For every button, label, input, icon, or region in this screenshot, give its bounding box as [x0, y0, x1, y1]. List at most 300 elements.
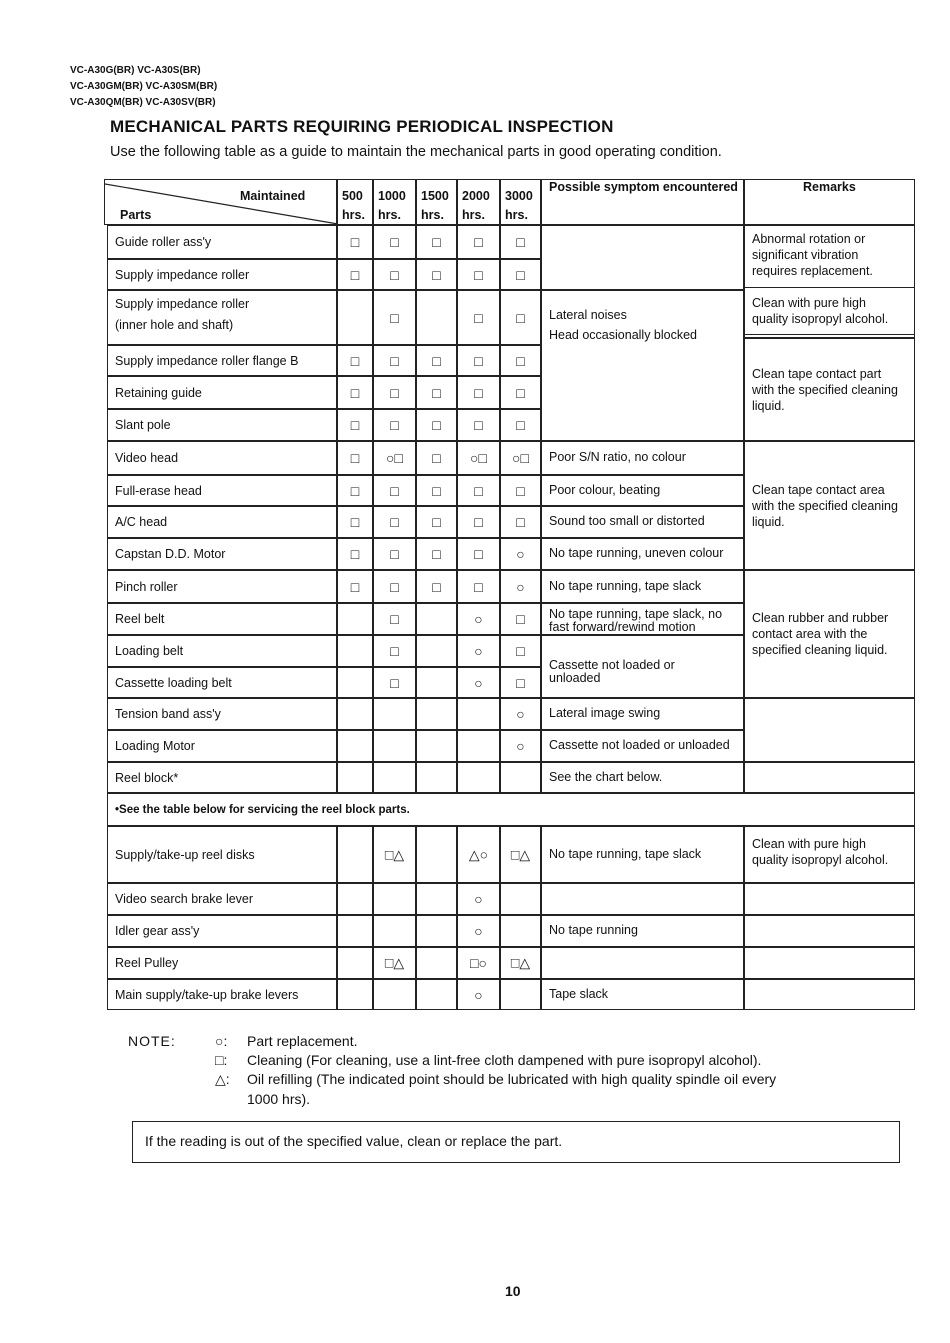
square-icon: □ [474, 309, 483, 326]
square-icon: □ [350, 578, 360, 595]
part-row [107, 915, 337, 947]
mark-icons: □△ [510, 846, 531, 862]
mark-cell [500, 915, 541, 947]
header-symptom-cell [541, 179, 744, 225]
mark-cell [500, 947, 541, 979]
part-row [107, 225, 337, 259]
mark-cell [416, 290, 457, 345]
square-icon: □ [516, 352, 525, 369]
mark-cell [416, 915, 457, 947]
mark-cell [500, 441, 541, 475]
cell-text: Supply impedance roller [115, 267, 250, 282]
mark-cell [373, 730, 416, 762]
square-icon: □ [350, 352, 360, 369]
header-maintained: Maintained [240, 189, 306, 203]
square-icon: □ [516, 266, 525, 283]
cell-text: significant vibration [752, 248, 859, 262]
remarks-cell [744, 947, 915, 979]
hours-unit: hrs. [462, 208, 485, 222]
symptom-cell [541, 570, 744, 603]
square-icon: □ [432, 514, 441, 530]
mark-cell [373, 409, 416, 441]
mark-cell [500, 570, 541, 603]
mark-cell [457, 259, 500, 290]
mark-cell [416, 883, 457, 915]
mark-cell [416, 762, 457, 793]
remarks-cell [744, 883, 915, 915]
mark-cell [416, 635, 457, 667]
mark-cell [373, 259, 416, 290]
cell-text: Full-erase head [115, 483, 202, 498]
cell-text: Lateral image swing [549, 706, 661, 720]
cell-text: No tape running [549, 923, 638, 937]
legend-replacement [215, 1033, 358, 1049]
mark-cell [373, 667, 416, 698]
mark-cell [373, 883, 416, 915]
mark-cell [500, 409, 541, 441]
legend-text: Cleaning (For cleaning, use a lint-free cloth dampened with pure isopropyl alcohol). [247, 1052, 762, 1068]
mark-cell [337, 225, 373, 259]
square-icon: □ [432, 417, 441, 433]
mark-icons: □△ [384, 954, 405, 971]
mark-icons: □△ [384, 846, 405, 862]
square-icon: □ [390, 578, 399, 595]
mark-cell [373, 345, 416, 376]
mark-cell [373, 826, 416, 883]
mark-icons: □○ [470, 955, 487, 971]
cell-text: See the chart below. [549, 769, 663, 784]
mark-cell [457, 538, 500, 570]
mark-cell [416, 441, 457, 475]
mark-cell [373, 538, 416, 570]
cell-text: Reel belt [115, 612, 165, 626]
mark-cell [500, 475, 541, 506]
hours-value: 3000 [505, 189, 533, 203]
cell-text: Poor S/N ratio, no colour [549, 450, 686, 464]
square-icon: □ [432, 234, 441, 250]
square-icon: □ [432, 450, 441, 466]
model-line: VC-A30GM(BR) VC-A30SM(BR) [70, 81, 218, 92]
remarks-cell [744, 570, 915, 698]
square-icon: □ [390, 643, 399, 659]
legend-oil-cont [215, 1091, 310, 1107]
cell-text: A/C head [115, 515, 168, 529]
mark-cell [500, 506, 541, 538]
cell-text: with the specified cleaning [752, 382, 898, 397]
mark-cell [457, 883, 500, 915]
part-row [107, 290, 337, 345]
part-row [107, 570, 337, 603]
square-icon: □ [350, 234, 360, 250]
mark-cell [500, 730, 541, 762]
mark-cell [457, 570, 500, 603]
mark-cell [416, 376, 457, 409]
cell-text: Loading Motor [115, 739, 195, 753]
mark-cell [337, 506, 373, 538]
mark-cell [373, 475, 416, 506]
mark-cell [457, 667, 500, 698]
mark-cell [373, 915, 416, 947]
mark-cell [373, 635, 416, 667]
mark-cell [373, 376, 416, 409]
square-icon: □ [390, 417, 399, 433]
hours-value: 2000 [462, 189, 490, 203]
square-icon: □ [432, 546, 441, 562]
mark-cell [373, 441, 416, 475]
remarks-cell [744, 698, 915, 762]
square-icon: □ [516, 611, 525, 627]
mark-cell [500, 883, 541, 915]
mark-cell [416, 259, 457, 290]
mark-cell [500, 979, 541, 1010]
cell-text: Reel Pulley [115, 956, 179, 970]
cell-text: Poor colour, beating [549, 482, 661, 497]
part-row [107, 762, 337, 793]
page-number: 10 [505, 1283, 521, 1299]
mark-cell [500, 225, 541, 259]
hours-unit: hrs. [378, 208, 401, 222]
part-row [107, 667, 337, 698]
mark-icons: ○□ [470, 450, 487, 466]
square-icon: □ [474, 417, 483, 433]
part-row [107, 826, 337, 883]
square-icon: □ [474, 266, 483, 283]
legend-cleaning [215, 1052, 761, 1068]
mark-cell [500, 698, 541, 730]
mark-cell [416, 979, 457, 1010]
hours-unit: hrs. [342, 208, 365, 222]
part-row [107, 538, 337, 570]
reel-note-row [107, 793, 915, 826]
symptom-cell [541, 730, 744, 762]
part-row [107, 259, 337, 290]
mark-cell [416, 538, 457, 570]
symptom-cell [541, 290, 744, 441]
square-icon: □ [432, 384, 441, 401]
mark-cell [337, 290, 373, 345]
square-icon: □ [474, 578, 483, 595]
circle-icon: ○ [516, 578, 525, 595]
mark-cell [457, 290, 500, 345]
square-icon: □: [215, 1052, 228, 1068]
square-icon: □ [432, 266, 441, 283]
cell-text: Lateral noises [549, 308, 627, 322]
cell-text: requires replacement. [752, 264, 873, 278]
mark-cell [373, 290, 416, 345]
mark-cell [337, 409, 373, 441]
cell-text: quality isopropyl alcohol. [752, 312, 889, 326]
cell-text: Supply/take-up reel disks [115, 847, 255, 862]
part-row [107, 979, 337, 1010]
legend-text: 1000 hrs). [247, 1091, 311, 1107]
square-icon: □ [516, 643, 525, 659]
circle-icon: ○ [474, 986, 483, 1003]
mark-cell [457, 947, 500, 979]
mark-cell [337, 698, 373, 730]
square-icon: □ [390, 482, 399, 499]
remarks-cell [744, 441, 915, 570]
cell-text: Reel block* [115, 770, 179, 785]
square-icon: □ [516, 514, 525, 530]
symptom-cell [541, 225, 744, 290]
square-icon: □ [474, 546, 483, 562]
mark-cell [416, 225, 457, 259]
square-icon: □ [474, 352, 483, 369]
mark-cell [337, 947, 373, 979]
cell-text: No tape running, tape slack, no [549, 607, 723, 621]
mark-cell [416, 506, 457, 538]
cell-text: liquid. [752, 514, 785, 529]
page-subtitle: Use the following table as a guide to maintain the mechanical parts in good operating condition. [110, 144, 722, 160]
symptom-cell [541, 475, 744, 506]
header-hours-3000 [500, 179, 541, 225]
mark-cell [337, 883, 373, 915]
cell-text: Guide roller ass'y [115, 235, 212, 249]
square-icon: □ [350, 514, 360, 530]
mark-cell [416, 345, 457, 376]
symptom-cell [541, 762, 744, 793]
square-icon: □ [390, 234, 399, 250]
cell-text: Clean tape contact part [752, 366, 882, 381]
cell-text: Cassette not loaded or unloaded [549, 738, 730, 752]
mark-cell [457, 441, 500, 475]
mark-cell [457, 345, 500, 376]
mark-cell [416, 475, 457, 506]
square-icon: □ [474, 482, 483, 499]
mark-cell [500, 635, 541, 667]
square-icon: □ [474, 514, 483, 530]
triangle-icon: △: [215, 1071, 230, 1087]
mark-cell [457, 635, 500, 667]
square-icon: □ [516, 417, 525, 433]
square-icon: □ [350, 450, 360, 466]
cell-text: •See the table below for servicing the reel block parts. [115, 804, 410, 816]
mark-cell [337, 538, 373, 570]
square-icon: □ [350, 417, 360, 433]
square-icon: □ [350, 482, 360, 499]
symptom-cell [541, 947, 744, 979]
part-row [107, 376, 337, 409]
mark-cell [416, 603, 457, 635]
mark-cell [337, 475, 373, 506]
mark-cell [457, 698, 500, 730]
cell-text: Supply impedance roller flange B [115, 353, 299, 368]
circle-icon: ○ [474, 643, 483, 659]
cell-text: (inner hole and shaft) [115, 318, 234, 332]
mark-cell [500, 376, 541, 409]
mark-cell [500, 259, 541, 290]
mark-cell [373, 762, 416, 793]
square-icon: □ [390, 611, 399, 627]
cell-text: Tension band ass'y [115, 707, 221, 721]
header-hours-2000 [457, 179, 500, 225]
mark-icons: △○ [468, 846, 489, 862]
hours-unit: hrs. [505, 208, 528, 222]
cell-text: Capstan D.D. Motor [115, 547, 226, 561]
circle-icon: ○ [474, 891, 483, 907]
cell-text: unloaded [549, 671, 601, 685]
circle-icon: ○ [516, 546, 525, 562]
cell-text: Video head [115, 451, 179, 465]
cell-text: contact area with the [752, 627, 868, 641]
cell-text: Clean with pure high [752, 837, 866, 851]
cell-text: Supply impedance roller [115, 297, 250, 311]
square-icon: □ [350, 384, 360, 401]
square-icon: □ [390, 514, 399, 530]
part-row [107, 441, 337, 475]
page-title: MECHANICAL PARTS REQUIRING PERIODICAL INSPECTION [110, 117, 614, 136]
cell-text: Abnormal rotation or [752, 232, 866, 246]
part-row [107, 730, 337, 762]
mark-cell [457, 826, 500, 883]
square-icon: □ [350, 266, 360, 283]
remarks-cell [744, 338, 915, 441]
part-row [107, 635, 337, 667]
cell-text: Clean tape contact area [752, 482, 885, 497]
mark-cell [337, 730, 373, 762]
hours-value: 500 [342, 189, 363, 203]
mark-cell [500, 762, 541, 793]
mark-cell [373, 225, 416, 259]
symptom-cell [541, 538, 744, 570]
symptom-cell [541, 506, 744, 538]
cell-text: Idler gear ass'y [115, 924, 200, 938]
cell-text: Pinch roller [115, 579, 178, 594]
cell-text: liquid. [752, 398, 785, 413]
square-icon: □ [474, 234, 483, 250]
cell-text: Clean rubber and rubber [752, 611, 889, 625]
part-row [107, 506, 337, 538]
hours-value: 1500 [421, 189, 449, 203]
symptom-cell [541, 635, 744, 698]
part-row [107, 947, 337, 979]
cell-text: Cassette not loaded or [549, 658, 675, 672]
symptom-cell [541, 915, 744, 947]
part-row [107, 475, 337, 506]
part-row [107, 345, 337, 376]
mark-cell [457, 730, 500, 762]
symptom-cell [541, 603, 744, 635]
header-remarks-cell [744, 179, 915, 225]
model-numbers [70, 63, 217, 111]
mark-cell [337, 635, 373, 667]
mark-cell [457, 762, 500, 793]
mark-cell [373, 570, 416, 603]
mark-cell [500, 826, 541, 883]
circle-icon: ○ [516, 738, 525, 754]
cell-text: Clean with pure high [752, 296, 866, 310]
cell-text: Remarks [803, 180, 856, 194]
mark-cell [416, 698, 457, 730]
cell-text: Tape slack [549, 986, 609, 1001]
hours-unit: hrs. [421, 208, 444, 222]
symptom-cell [541, 826, 744, 883]
circle-icon: ○ [516, 706, 525, 722]
mark-cell [457, 979, 500, 1010]
legend-text: Oil refilling (The indicated point should be lubricated with high quality spindle oil every [247, 1071, 777, 1087]
remarks-cell [744, 915, 915, 947]
mark-cell [337, 762, 373, 793]
circle-icon: ○ [474, 923, 483, 939]
mark-cell [337, 915, 373, 947]
mark-cell [373, 979, 416, 1010]
circle-icon: ○ [474, 611, 483, 627]
symptom-cell [541, 441, 744, 475]
mark-cell [337, 979, 373, 1010]
square-icon: □ [516, 234, 525, 250]
symptom-cell [541, 698, 744, 730]
model-line: VC-A30QM(BR) VC-A30SV(BR) [70, 97, 216, 108]
mark-cell [337, 345, 373, 376]
cell-text: Slant pole [115, 418, 171, 432]
cell-text: Possible symptom encountered [549, 180, 738, 194]
square-icon: □ [474, 384, 483, 401]
mark-cell [500, 603, 541, 635]
cell-text: fast forward/rewind motion [549, 620, 696, 634]
mark-cell [373, 698, 416, 730]
note-label: NOTE: [128, 1033, 176, 1049]
note-box: If the reading is out of the specified value, clean or replace the part. [132, 1121, 900, 1163]
cell-text: No tape running, uneven colour [549, 546, 724, 560]
mark-icons: ○□ [512, 450, 529, 466]
mark-cell [457, 603, 500, 635]
part-row [107, 409, 337, 441]
cell-text: Head occasionally blocked [549, 328, 698, 342]
mark-cell [457, 376, 500, 409]
symptom-cell [541, 883, 744, 915]
mark-cell [457, 506, 500, 538]
mark-cell [337, 376, 373, 409]
mark-cell [416, 667, 457, 698]
remarks-cell [744, 826, 915, 883]
mark-cell [337, 603, 373, 635]
legend-text: Part replacement. [247, 1033, 358, 1049]
square-icon: □ [390, 352, 399, 369]
mark-cell [373, 506, 416, 538]
mark-cell [337, 441, 373, 475]
header-hours-1500 [416, 179, 457, 225]
square-icon: □ [516, 384, 525, 401]
mark-cell [416, 570, 457, 603]
symptom-cell [541, 979, 744, 1010]
mark-cell [416, 409, 457, 441]
square-icon: □ [516, 309, 525, 326]
mark-cell [337, 259, 373, 290]
remarks-cell [744, 762, 915, 793]
cell-text: specified cleaning liquid. [752, 643, 888, 657]
cell-text: Sound too small or distorted [549, 514, 705, 528]
circle-icon: ○ [474, 674, 483, 691]
cell-text: with the specified cleaning [752, 498, 898, 513]
square-icon: □ [350, 546, 360, 562]
cell-text: No tape running, tape slack [549, 846, 702, 861]
model-line: VC-A30G(BR) VC-A30S(BR) [70, 65, 201, 76]
remarks-cell [744, 979, 915, 1010]
square-icon: □ [390, 384, 399, 401]
mark-cell [373, 603, 416, 635]
mark-cell [416, 947, 457, 979]
mark-cell [373, 947, 416, 979]
header-parts-cell [104, 179, 337, 225]
part-row [107, 698, 337, 730]
cell-text: Retaining guide [115, 385, 202, 400]
part-row [107, 603, 337, 635]
cell-text: quality isopropyl alcohol. [752, 853, 889, 867]
square-icon: □ [390, 674, 399, 691]
mark-cell [337, 570, 373, 603]
square-icon: □ [390, 546, 399, 562]
header-hours-1000 [373, 179, 416, 225]
